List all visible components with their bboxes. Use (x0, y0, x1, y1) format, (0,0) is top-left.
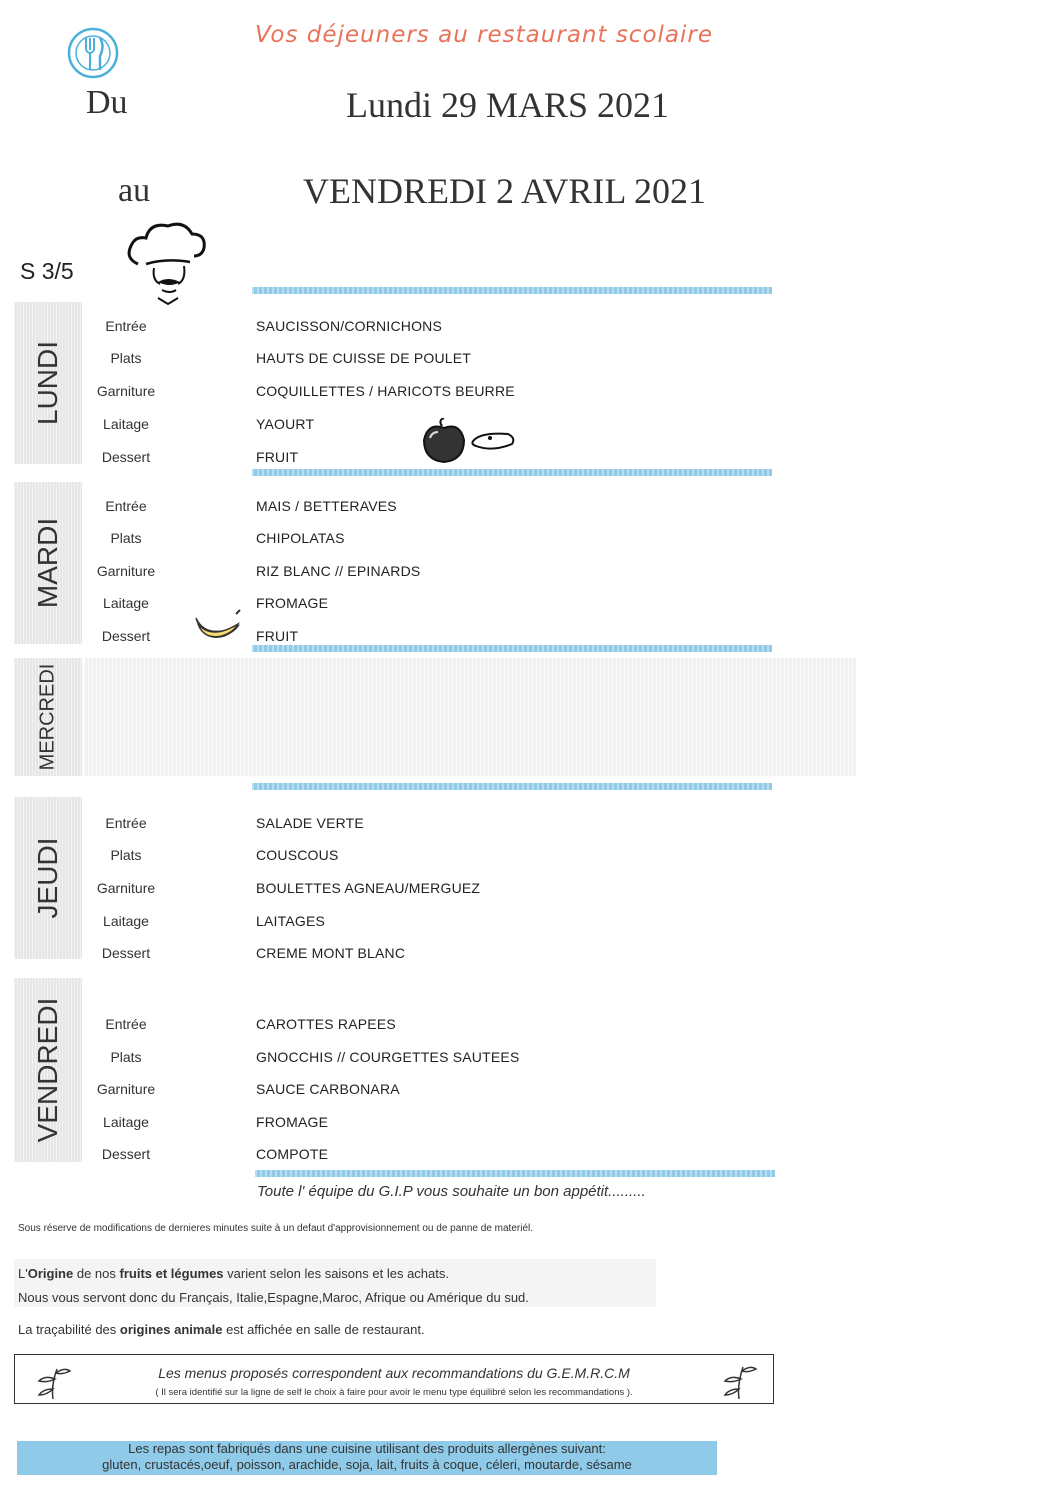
plant-icon (717, 1357, 761, 1401)
category-label: Entrée (105, 498, 147, 514)
chef-icon (124, 220, 210, 308)
au-label: au (118, 172, 151, 209)
banana-icon (192, 608, 242, 644)
category-label: Dessert (101, 628, 151, 644)
day-panel-vendredi (14, 978, 82, 1162)
dish-item: HAUTS DE CUISSE DE POULET (256, 350, 472, 366)
category-label: Plats (110, 530, 142, 546)
bon-appetit-message: Toute l' équipe du G.I.P vous souhaite un bon appétit......... (257, 1183, 646, 1200)
dish-item: CHIPOLATAS (256, 530, 345, 546)
end-date: VENDREDI 2 AVRIL 2021 (303, 171, 706, 211)
day-panel-lundi (14, 302, 82, 464)
dish-item: CREME MONT BLANC (256, 945, 406, 961)
traceability-line: La traçabilité des origines animale est affichée en salle de restaurant. (18, 1322, 425, 1337)
day-panel-mercredi (14, 658, 82, 776)
fork-knife-icon (66, 26, 120, 80)
dish-item: SAUCE CARBONARA (256, 1081, 400, 1097)
dish-item: FRUIT (256, 449, 299, 465)
gemrcm-line-2: ( Il sera identifié sur la ligne de self le choix à faire pour avoir le menu type équilibré selon les recommandations ). (155, 1387, 633, 1398)
origin-line-1: L'Origine de nos fruits et légumes varient selon les saisons et les achats. (18, 1266, 449, 1281)
day-label: MARDI (32, 517, 63, 609)
apple-icon (420, 418, 520, 466)
category-label: Dessert (101, 945, 151, 961)
separator-bar (252, 645, 772, 652)
category-label: Garniture (96, 1081, 156, 1097)
day-label: VENDREDI (32, 997, 63, 1143)
dish-item: BOULETTES AGNEAU/MERGUEZ (256, 880, 481, 896)
dish-item: SAUCISSON/CORNICHONS (256, 318, 443, 334)
dish-item: SALADE VERTE (256, 815, 364, 831)
gemrcm-line-1: Les menus proposés correspondent aux recommandations du G.E.M.R.C.M (158, 1365, 630, 1381)
separator-bar (252, 287, 772, 294)
allergen-line-1: Les repas sont fabriqués dans une cuisine utilisant des produits allergènes suivant: (128, 1441, 606, 1456)
category-label: Plats (110, 847, 142, 863)
dish-item: COMPOTE (256, 1146, 329, 1162)
dish-item: YAOURT (256, 416, 315, 432)
dish-item: CAROTTES RAPEES (256, 1016, 396, 1032)
du-label: Du (86, 84, 128, 121)
dish-item: FRUIT (256, 628, 299, 644)
separator-bar (252, 783, 772, 790)
day-panel-mardi (14, 482, 82, 644)
allergen-line-2: gluten, crustacés,oeuf, poisson, arachide, soja, lait, fruits à coque, céleri, moutarde, sésame (102, 1457, 632, 1472)
closed-day-fill (84, 658, 856, 776)
day-label: LUNDI (32, 340, 63, 426)
dish-item: GNOCCHIS // COURGETTES SAUTEES (256, 1049, 520, 1065)
category-label: Garniture (96, 563, 156, 579)
category-label: Laitage (103, 1114, 149, 1130)
page-title: Vos déjeuners au restaurant scolaire (255, 22, 713, 48)
category-label: Entrée (105, 815, 147, 831)
dish-item: LAITAGES (256, 913, 326, 929)
start-date: Lundi 29 MARS 2021 (346, 85, 670, 125)
category-label: Laitage (103, 913, 149, 929)
category-label: Dessert (101, 1146, 151, 1162)
gemrcm-box (14, 1354, 774, 1404)
day-panel-jeudi (14, 797, 82, 959)
category-label: Garniture (96, 383, 156, 399)
category-label: Entrée (105, 1016, 147, 1032)
category-label: Garniture (96, 880, 156, 896)
dish-item: FROMAGE (256, 595, 329, 611)
dish-item: COQUILLETTES / HARICOTS BEURRE (256, 383, 515, 399)
category-label: Laitage (103, 416, 149, 432)
separator-bar (255, 1170, 775, 1177)
category-label: Laitage (103, 595, 149, 611)
category-label: Dessert (101, 449, 151, 465)
dish-item: MAIS / BETTERAVES (256, 498, 397, 514)
day-label: MERCREDI (36, 663, 59, 771)
disclaimer: Sous réserve de modifications de dernieres minutes suite à un defaut d'approvisionnement ou de panne de materiél. (18, 1223, 533, 1234)
origin-line-2: Nous vous servont donc du Français, Italie,Espagne,Maroc, Afrique ou Amérique du sud. (18, 1290, 529, 1305)
category-label: Entrée (105, 318, 147, 334)
day-label: JEUDI (32, 837, 63, 919)
dish-item: RIZ BLANC // EPINARDS (256, 563, 421, 579)
dish-item: FROMAGE (256, 1114, 329, 1130)
dish-item: COUSCOUS (256, 847, 339, 863)
category-label: Plats (110, 350, 142, 366)
separator-bar (252, 469, 772, 476)
category-label: Plats (110, 1049, 142, 1065)
week-code: S 3/5 (20, 258, 74, 284)
allergen-banner (17, 1441, 717, 1475)
